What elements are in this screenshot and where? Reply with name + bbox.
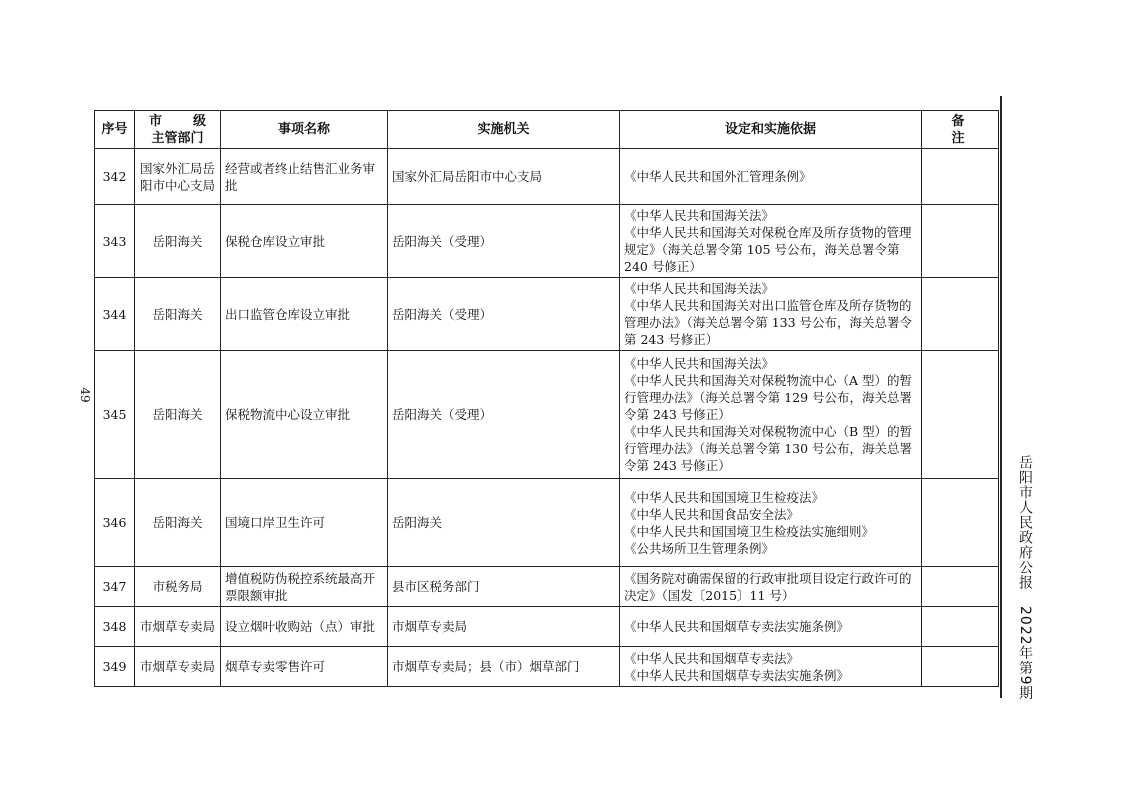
basis-line: 《中华人民共和国国境卫生检疫法》 — [624, 489, 825, 505]
agency-cell: 岳阳海关 — [388, 479, 620, 567]
remark-cell — [922, 567, 999, 607]
basis-cell — [620, 567, 922, 607]
dept-cell: 岳阳海关 — [135, 351, 221, 479]
agency-cell: 国家外汇局岳阳市中心支局 — [388, 149, 620, 205]
basis-cell — [620, 479, 922, 567]
basis-cell — [620, 278, 922, 351]
dept-cell: 市税务局 — [135, 567, 221, 607]
seq-cell: 345 — [95, 351, 135, 479]
seq-cell: 342 — [95, 149, 135, 205]
publication-title — [1005, 455, 1035, 701]
item-cell: 保税仓库设立审批 — [221, 205, 388, 278]
seq-cell: 348 — [95, 607, 135, 647]
table-row — [95, 278, 999, 351]
basis-line: 《中华人民共和国海关法》 — [624, 356, 775, 371]
basis-line: 《中华人民共和国烟草专卖法》 — [624, 650, 800, 666]
table-row — [95, 607, 999, 647]
header-agency: 实施机关 — [388, 111, 620, 149]
basis-line: 《中华人民共和国海关法》 — [624, 281, 775, 296]
remark-cell — [922, 205, 999, 278]
item-cell: 经营或者终止结售汇业务审批 — [221, 149, 388, 205]
table-row — [95, 647, 999, 687]
remark-cell — [922, 607, 999, 647]
header-dept-a: 市 — [149, 113, 163, 129]
remark-cell — [922, 479, 999, 567]
sidebar-rule — [1000, 96, 1002, 698]
remark-cell — [922, 149, 999, 205]
basis-line: 《中华人民共和国海关对保税仓库及所存货物的管理规定》（海关总署令第 105 号公布，海关总署令第 240 号修正） — [624, 225, 912, 274]
dept-cell: 市烟草专卖局 — [135, 647, 221, 687]
basis-cell — [620, 149, 922, 205]
basis-line: 《中华人民共和国海关对保税物流中心（B 型）的暂行管理办法》（海关总署令第 130 号公布，海关总署令第 243 号修正） — [624, 424, 913, 473]
publication-name: 岳阳市人民政府公报 — [1017, 455, 1033, 590]
dept-cell: 岳阳海关 — [135, 479, 221, 567]
basis-cell — [620, 647, 922, 687]
basis-line: 《中华人民共和国外汇管理条例》 — [624, 169, 812, 184]
page-number: 49 — [78, 387, 92, 403]
agency-cell: 岳阳海关（受理） — [388, 351, 620, 479]
header-item: 事项名称 — [221, 111, 388, 149]
basis-line: 《中华人民共和国国境卫生检疫法实施细则》 — [624, 523, 875, 539]
basis-line: 《中华人民共和国海关对保税物流中心（A 型）的暂行管理办法》（海关总署令第 129 号公布，海关总署令第 243 号修正） — [624, 373, 913, 422]
basis-cell — [620, 351, 922, 479]
item-cell: 出口监管仓库设立审批 — [221, 278, 388, 351]
header-dept-line2: 主管部门 — [151, 130, 204, 146]
basis-line: 《中华人民共和国烟草专卖法实施条例》 — [624, 667, 850, 683]
issue-number: 2022年第9期 — [1017, 606, 1033, 701]
header-dept — [135, 111, 221, 149]
seq-cell: 344 — [95, 278, 135, 351]
seq-cell: 343 — [95, 205, 135, 278]
header-remark: 备注 — [922, 111, 999, 149]
header-seq: 序号 — [95, 111, 135, 149]
item-cell: 国境口岸卫生许可 — [221, 479, 388, 567]
agency-cell: 岳阳海关（受理） — [388, 278, 620, 351]
agency-cell: 市烟草专卖局；县（市）烟草部门 — [388, 647, 620, 687]
item-cell: 增值税防伪税控系统最高开票限额审批 — [221, 567, 388, 607]
table-row — [95, 149, 999, 205]
item-cell: 保税物流中心设立审批 — [221, 351, 388, 479]
basis-cell — [620, 205, 922, 278]
seq-cell: 349 — [95, 647, 135, 687]
item-cell: 烟草专卖零售许可 — [221, 647, 388, 687]
dept-cell: 岳阳海关 — [135, 278, 221, 351]
agency-cell: 县市区税务部门 — [388, 567, 620, 607]
basis-line: 《公共场所卫生管理条例》 — [624, 540, 775, 556]
remark-cell — [922, 351, 999, 479]
table-row — [95, 351, 999, 479]
agency-cell: 岳阳海关（受理） — [388, 205, 620, 278]
basis-line: 《国务院对确需保留的行政审批项目设定行政许可的决定》（国发〔2015〕11 号） — [624, 570, 912, 603]
table-body — [95, 149, 999, 687]
remark-cell — [922, 647, 999, 687]
dept-cell: 岳阳海关 — [135, 205, 221, 278]
table-row — [95, 479, 999, 567]
dept-cell: 市烟草专卖局 — [135, 607, 221, 647]
agency-cell: 市烟草专卖局 — [388, 607, 620, 647]
basis-line: 《中华人民共和国海关对出口监管仓库及所存货物的管理办法》（海关总署令第 133 号公布，海关总署令第 243 号修正） — [624, 298, 913, 347]
basis-line: 《中华人民共和国食品安全法》 — [624, 506, 800, 522]
table-row — [95, 205, 999, 278]
header-basis: 设定和实施依据 — [620, 111, 922, 149]
seq-cell: 346 — [95, 479, 135, 567]
table-header-row — [95, 111, 999, 149]
table-row — [95, 567, 999, 607]
seq-cell: 347 — [95, 567, 135, 607]
item-cell: 设立烟叶收购站（点）审批 — [221, 607, 388, 647]
basis-cell — [620, 607, 922, 647]
approval-items-table — [94, 110, 999, 687]
header-dept-b: 级 — [192, 113, 206, 129]
remark-cell — [922, 278, 999, 351]
basis-line: 《中华人民共和国烟草专卖法实施条例》 — [624, 619, 850, 634]
basis-line: 《中华人民共和国海关法》 — [624, 208, 775, 223]
dept-cell: 国家外汇局岳阳市中心支局 — [135, 149, 221, 205]
